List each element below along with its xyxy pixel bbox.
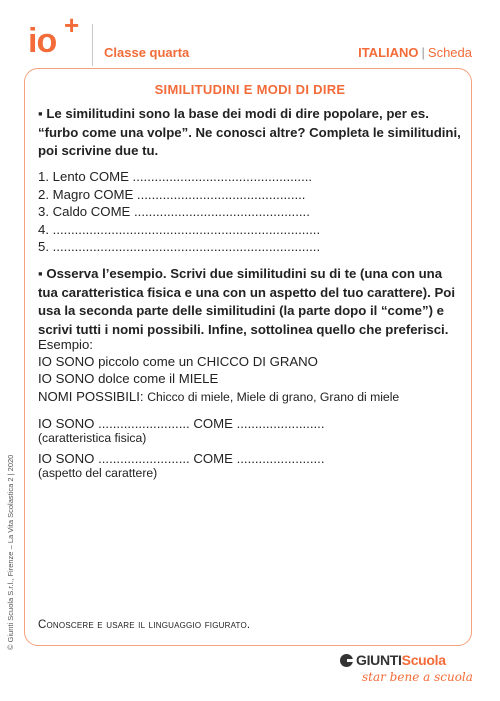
simile-line-1: 1. Lento COME ................................................. — [38, 169, 313, 184]
worksheet-title: SIMILITUDINI E MODI DI DIRE — [154, 82, 346, 97]
example-block — [38, 336, 399, 406]
class-label: Classe quarta — [104, 45, 190, 60]
subject-name: ITALIANO — [358, 45, 419, 60]
subject-separator: | — [421, 45, 425, 60]
fill-in-physical — [38, 416, 325, 446]
fill-line-1: IO SONO ......................... COME ........................ — [38, 416, 325, 431]
header-divider — [92, 24, 93, 66]
names-label: NOMI POSSIBILI: — [38, 388, 144, 404]
learning-objective: Conoscere e usare il linguaggio figurato. — [38, 619, 251, 631]
logo-plus: + — [64, 10, 79, 40]
fill-caption-1: (caratteristica fisica) — [38, 431, 147, 445]
io-plus-logo — [28, 10, 79, 61]
logo-text: io — [28, 22, 57, 60]
giunti-g-icon — [340, 654, 353, 667]
simile-line-3: 3. Caldo COME ................................................ — [38, 204, 310, 220]
task-1-instructions: ▪ Le similitudini sono la base dei modi di dire popolare, per es. “furbo come una volpe”. Ne conosci altre? Completa le similitudini, poi scrivine due tu. — [38, 106, 461, 158]
example-names — [38, 388, 399, 406]
simile-line-5: 5. ......................................................................... — [38, 239, 321, 255]
brand-name-part2: Scuola — [401, 652, 446, 668]
copyright-notice: © Giunti Scuola S.r.l., Firenze – La Vita Scolastica 2 | 2020 — [6, 454, 15, 650]
brand-name-part1: GIUNTI — [356, 652, 402, 668]
example-line-2: IO SONO dolce come il MIELE — [38, 371, 219, 387]
example-label: Esempio: — [38, 337, 93, 352]
fill-line-2: IO SONO ......................... COME ........................ — [38, 451, 325, 466]
subject-label — [358, 45, 472, 60]
task-2-instructions: ▪ Osserva l’esempio. Scrivi due similitudini su di te (una con una tua caratteristica fisica e una con un aspetto del tuo carattere). Poi usa la seconda parte delle similitudini (la parte dopo il “come”) e scrivi tutti i nomi possibili. Infine, sottolinea quello che preferisci. — [38, 266, 455, 337]
example-line-1: IO SONO piccolo come un CHICCO DI GRANO — [38, 354, 318, 370]
sheet-type: Scheda — [427, 45, 472, 60]
simile-line-4: 4. ......................................................................... — [38, 221, 321, 237]
fill-caption-2: (aspetto del carattere) — [38, 466, 158, 480]
fill-in-character — [38, 451, 325, 481]
names-values: Chicco di miele, Miele di grano, Grano di miele — [147, 389, 400, 404]
brand-tagline: star bene a scuola — [362, 670, 473, 684]
similes-list — [38, 168, 320, 256]
giunti-scuola-logo — [340, 652, 473, 684]
simile-line-2: 2. Magro COME .............................................. — [38, 186, 306, 202]
